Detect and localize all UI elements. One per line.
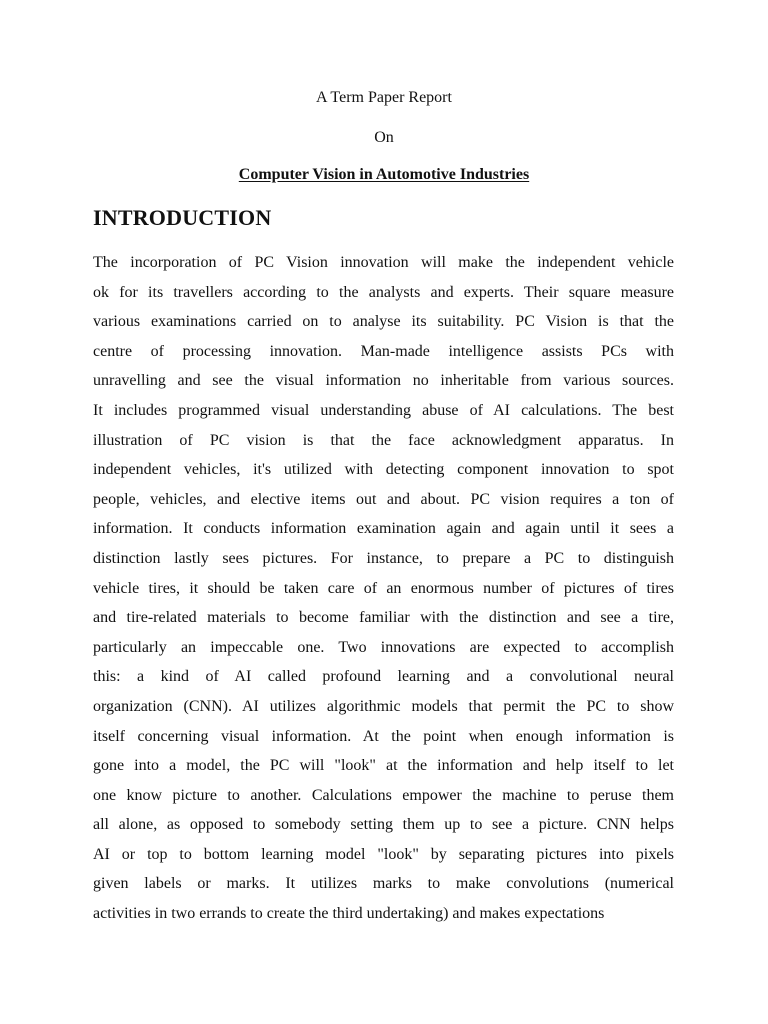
paragraph-line: The incorporation of PC Vision innovation will make the independent vehicle xyxy=(93,254,674,271)
paragraph-line: AI or top to bottom learning model "look" by separating pictures into pixels xyxy=(93,845,674,863)
paragraph-line: vehicle tires, it should be taken care of an enormous number of pictures of tires xyxy=(93,579,674,597)
paper-title: Computer Vision in Automotive Industries xyxy=(238,166,530,183)
paragraph-line: organization (CNN). AI utilizes algorithmic models that permit the PC to show xyxy=(93,697,674,715)
paragraph-line: ok for its travellers according to the analysts and experts. Their square measure xyxy=(93,283,674,301)
paragraph-line: independent vehicles, it's utilized with detecting component innovation to spot xyxy=(93,461,674,479)
paragraph-line: unravelling and see the visual information no inheritable from various sources. xyxy=(93,372,674,390)
paragraph-line: activities in two errands to create the third undertaking) and makes expectations xyxy=(93,905,605,923)
paragraph-line: distinction lastly sees pictures. For instance, to prepare a PC to distinguish xyxy=(93,549,674,567)
report-kicker: A Term Paper Report xyxy=(316,89,452,106)
paragraph-line: all alone, as opposed to somebody setting them up to see a picture. CNN helps xyxy=(93,816,674,834)
paragraph-line: this: a kind of AI called profound learning and a convolutional neural xyxy=(93,668,674,686)
report-on-label: On xyxy=(374,129,394,146)
paragraph-line: various examinations carried on to analyse its suitability. PC Vision is that the xyxy=(93,313,674,331)
paragraph-line: given labels or marks. It utilizes marks to make convolutions (numerical xyxy=(93,875,674,893)
paragraph-line: centre of processing innovation. Man-made intelligence assists PCs with xyxy=(93,342,674,360)
introduction-paragraph xyxy=(93,248,674,929)
paragraph-line: It includes programmed visual understanding abuse of AI calculations. The best xyxy=(93,401,674,419)
paragraph-line: particularly an impeccable one. Two innovations are expected to accomplish xyxy=(93,638,674,656)
paragraph-line: information. It conducts information examination again and again until it sees a xyxy=(93,520,674,538)
paragraph-line: and tire-related materials to become familiar with the distinction and see a tire, xyxy=(93,609,674,627)
paragraph-line: one know picture to another. Calculations empower the machine to peruse them xyxy=(93,786,674,804)
paragraph-line: illustration of PC vision is that the face acknowledgment apparatus. In xyxy=(93,431,674,449)
introduction-heading: INTRODUCTION xyxy=(93,205,272,230)
paragraph-line: itself concerning visual information. At the point when enough information is xyxy=(93,727,674,745)
paragraph-line: people, vehicles, and elective items out and about. PC vision requires a ton of xyxy=(93,490,674,508)
paragraph-line: gone into a model, the PC will "look" at the information and help itself to let xyxy=(93,757,674,775)
